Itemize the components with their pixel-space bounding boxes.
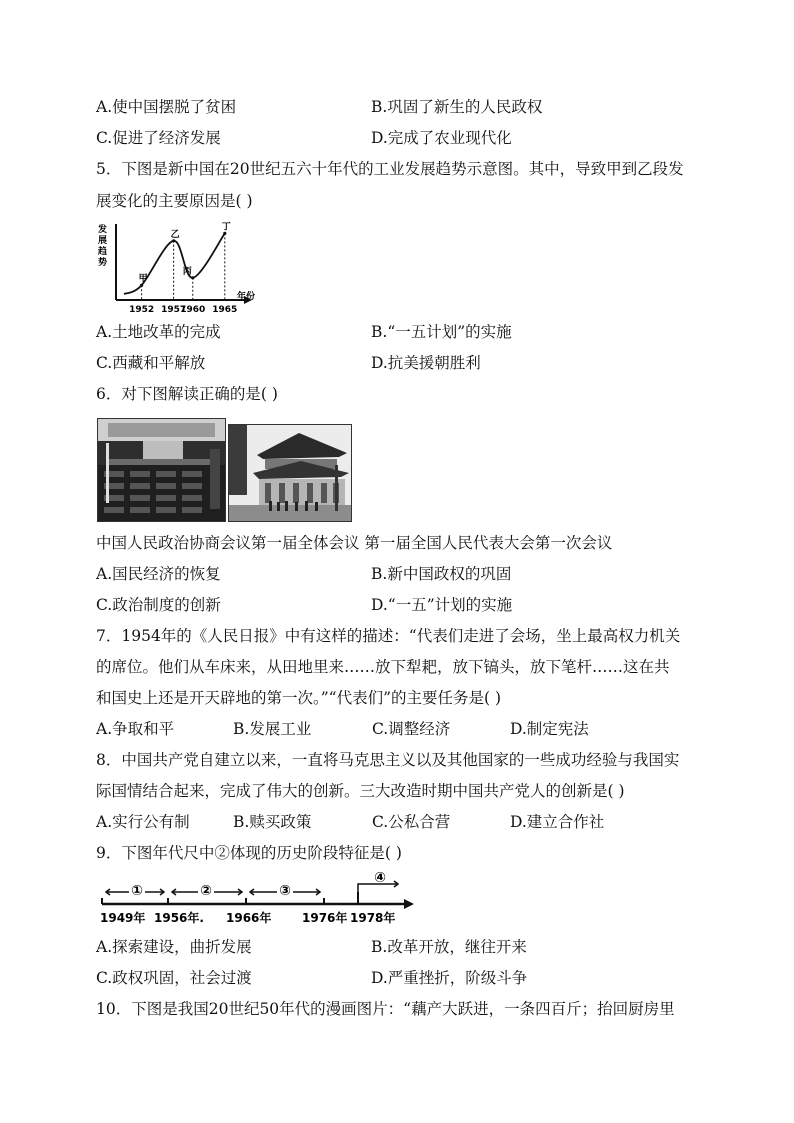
chart-tick-label: 1965 bbox=[212, 305, 238, 315]
chart-ylabel-char: 趋 bbox=[98, 247, 108, 257]
chart-ylabel-char: 发 bbox=[98, 225, 108, 235]
industrial-trend-chart bbox=[96, 220, 261, 315]
q7-option-b: B.发展工业 bbox=[233, 720, 312, 738]
cppcc-meeting-photo bbox=[97, 418, 226, 522]
chart-trend-line bbox=[124, 233, 225, 294]
q8-option-c: C.公私合营 bbox=[372, 813, 451, 831]
q6-option-b: B.新中国政权的巩固 bbox=[371, 565, 512, 583]
chart-tick-label: 1952 bbox=[129, 305, 155, 315]
q8-option-b: B.赎买政策 bbox=[233, 813, 312, 831]
chart-ylabel-char: 势 bbox=[98, 258, 108, 268]
q5-option-b: B.“一五计划”的实施 bbox=[371, 323, 512, 341]
q6-option-c: C.政治制度的创新 bbox=[96, 596, 221, 614]
q9-option-c: C.政权巩固，社会过渡 bbox=[96, 969, 252, 987]
q7-stem-line3: 和国史上还是开天辟地的第一次。”“代表们”的主要任务是( ) bbox=[96, 689, 502, 707]
q7-option-a: A.争取和平 bbox=[96, 720, 175, 738]
q8-option-a: A.实行公有制 bbox=[96, 813, 190, 831]
timeline-year-1956: 1956年. bbox=[154, 911, 204, 925]
q8-stem-line1: 8．中国共产党自建立以来，一直将马克思主义以及其他国家的一些成功经验与我国实 bbox=[96, 751, 680, 769]
chart-point-label: 甲 bbox=[138, 274, 148, 285]
chart-ylabel-char: 展 bbox=[98, 236, 108, 246]
timeline-segment-1: ① bbox=[131, 883, 143, 899]
q6-option-a: A.国民经济的恢复 bbox=[96, 565, 221, 583]
timeline-year-1949: 1949年 bbox=[100, 911, 146, 925]
q7-option-d: D.制定宪法 bbox=[510, 720, 589, 738]
chart-point-label: 乙 bbox=[170, 229, 180, 240]
q9-stem: 9．下图年代尺中②体现的历史阶段特征是( ) bbox=[96, 844, 402, 862]
chart-ylabel bbox=[97, 223, 107, 268]
q8-stem-line2: 际国情结合起来，完成了伟大的创新。三大改造时期中国共产党人的创新是( ) bbox=[96, 782, 625, 800]
q9-option-a: A.探索建设，曲折发展 bbox=[96, 938, 252, 956]
q4-option-c: C.促进了经济发展 bbox=[96, 129, 221, 147]
q5-option-c: C.西藏和平解放 bbox=[96, 354, 206, 372]
timeline-arrow bbox=[404, 899, 414, 909]
timeline-segment-3: ③ bbox=[279, 883, 291, 899]
era-timeline bbox=[96, 872, 418, 928]
q9-option-d: D.严重挫折，阶级斗争 bbox=[371, 969, 528, 987]
q7-stem-line2: 的席位。他们从车床来，从田地里来……放下犁耙，放下镐头，放下笔杆……这在共 bbox=[96, 658, 670, 676]
timeline-year-1978: 1978年 bbox=[350, 911, 396, 925]
q5-stem-line2: 展变化的主要原因是( ) bbox=[96, 192, 253, 210]
q9-option-b: B.改革开放，继往开来 bbox=[371, 938, 527, 956]
q4-option-b: B.巩固了新生的人民政权 bbox=[371, 98, 543, 116]
q7-option-c: C.调整经济 bbox=[372, 720, 451, 738]
timeline-segment-2: ② bbox=[200, 883, 212, 899]
q6-photo-caption: 中国人民政治协商会议第一届全体会议 第一届全国人民代表大会第一次会议 bbox=[96, 534, 613, 552]
q5-stem-line1: 5．下图是新中国在20世纪五六十年代的工业发展趋势示意图。其中，导致甲到乙段发 bbox=[96, 160, 684, 178]
chart-tick-label: 1960 bbox=[180, 305, 206, 315]
q5-option-a: A.土地改革的完成 bbox=[96, 323, 221, 341]
timeline-year-1976: 1976年 bbox=[302, 911, 348, 925]
npc-building-photo bbox=[228, 424, 352, 522]
chart-point-label: 丙 bbox=[182, 266, 192, 277]
q4-option-a: A.使中国摆脱了贫困 bbox=[96, 98, 237, 116]
q4-option-d: D.完成了农业现代化 bbox=[371, 129, 512, 147]
chart-point-label: 丁 bbox=[221, 222, 231, 233]
q6-option-d: D.“一五”计划的实施 bbox=[371, 596, 513, 614]
q7-stem-line1: 7．1954年的《人民日报》中有这样的描述：“代表们走进了会场，坐上最高权力机关 bbox=[96, 627, 681, 645]
chart-xlabel: 年份 bbox=[237, 292, 256, 302]
q10-stem-line1: 10．下图是我国20世纪50年代的漫画图片：“藕产大跃进，一条四百斤；抬回厨房里 bbox=[96, 1000, 675, 1018]
q6-stem: 6．对下图解读正确的是( ) bbox=[96, 385, 278, 403]
timeline-year-1966: 1966年 bbox=[226, 911, 272, 925]
q8-option-d: D.建立合作社 bbox=[510, 813, 605, 831]
q5-option-d: D.抗美援朝胜利 bbox=[371, 354, 481, 372]
chart-tick-label: 1957 bbox=[161, 305, 187, 315]
timeline-segment-4: ④ bbox=[374, 872, 386, 886]
